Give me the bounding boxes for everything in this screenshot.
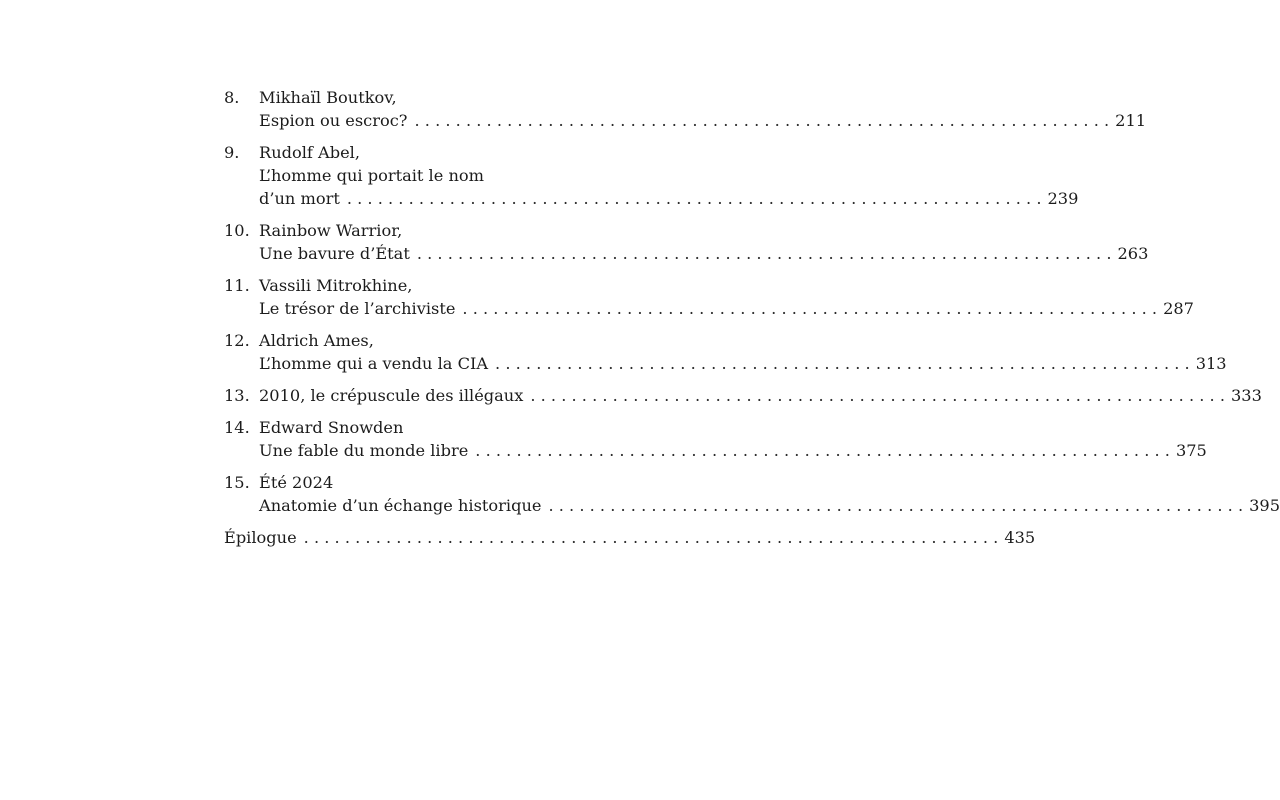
- chapter-number: 9.: [224, 143, 240, 162]
- toc-entry-last-line: [224, 526, 1036, 549]
- chapter-number: 13.: [224, 386, 250, 405]
- dot-leader: [462, 297, 1157, 320]
- toc-entry-title-line: [224, 471, 576, 494]
- dot-leader: [304, 526, 999, 549]
- toc-entry-title-line: [224, 416, 576, 439]
- page-number: 239: [1047, 189, 1079, 208]
- dot-leader: [414, 109, 1109, 132]
- toc-entry-last-line: [224, 352, 1227, 375]
- chapter-title: Mikhaïl Boutkov,: [259, 88, 397, 107]
- toc-entry-title-line: [224, 86, 576, 109]
- page-number: 375: [1175, 441, 1207, 460]
- chapter-number: 8.: [224, 88, 240, 107]
- dot-leader: [347, 187, 1042, 210]
- page-number: 395: [1249, 496, 1280, 515]
- chapter-number: 10.: [224, 221, 250, 240]
- toc-entry-last-line: [224, 384, 1262, 407]
- chapter-number: 12.: [224, 331, 250, 350]
- toc-entry-title-line: [224, 219, 576, 242]
- chapter-subtitle: L’homme qui portait le nom: [259, 166, 484, 185]
- toc-entry-14[interactable]: [224, 416, 1207, 462]
- dot-leader: [417, 242, 1112, 265]
- toc-entry-last-line: [224, 187, 1079, 210]
- toc-entry-last-line: [224, 494, 1280, 517]
- page-number: 211: [1115, 111, 1147, 130]
- chapter-title: Vassili Mitrokhine,: [259, 276, 413, 295]
- epilogue-title: Épilogue: [224, 528, 297, 547]
- chapter-title: Été 2024: [259, 473, 334, 492]
- dot-leader: [475, 439, 1170, 462]
- toc-entry-last-line: [224, 242, 1149, 265]
- toc-entry-title-line: [224, 329, 576, 352]
- table-of-contents: [224, 86, 1280, 558]
- chapter-subtitle: d’un mort: [259, 189, 340, 208]
- toc-entry-title-line: [224, 274, 576, 297]
- toc-entry-10[interactable]: [224, 219, 1149, 265]
- page-number: 287: [1163, 299, 1194, 318]
- toc-entry-11[interactable]: [224, 274, 1194, 320]
- chapter-subtitle: Le trésor de l’archiviste: [259, 299, 456, 318]
- chapter-title: Rudolf Abel,: [259, 143, 360, 162]
- toc-entry-13[interactable]: [224, 384, 1262, 407]
- toc-entry-epilogue[interactable]: [224, 526, 1036, 549]
- toc-entry-subtitle-line: [224, 164, 576, 187]
- chapter-title: Rainbow Warrior,: [259, 221, 403, 240]
- toc-entry-12[interactable]: [224, 329, 1227, 375]
- chapter-number: 15.: [224, 473, 250, 492]
- toc-entry-last-line: [224, 439, 1207, 462]
- toc-entry-8[interactable]: [224, 86, 1147, 132]
- chapter-title: Aldrich Ames,: [259, 331, 374, 350]
- dot-leader: [548, 494, 1243, 517]
- page-number: 313: [1195, 354, 1227, 373]
- toc-entry-title-line: [224, 141, 576, 164]
- chapter-subtitle: Espion ou escroc?: [259, 111, 408, 130]
- chapter-subtitle: Une bavure d’État: [259, 244, 410, 263]
- toc-entry-last-line: [224, 297, 1194, 320]
- dot-leader: [530, 384, 1225, 407]
- chapter-subtitle: L’homme qui a vendu la CIA: [259, 354, 489, 373]
- chapter-subtitle: Anatomie d’un échange historique: [259, 496, 542, 515]
- chapter-subtitle: Une fable du monde libre: [259, 441, 469, 460]
- toc-entry-last-line: [224, 109, 1147, 132]
- page-number: 263: [1117, 244, 1149, 263]
- chapter-title: Edward Snowden: [259, 418, 404, 437]
- toc-entry-15[interactable]: [224, 471, 1280, 517]
- page-number: 435: [1004, 528, 1036, 547]
- chapter-title: 2010, le crépuscule des illégaux: [259, 386, 524, 405]
- toc-entry-9[interactable]: [224, 141, 1079, 210]
- chapter-number: 11.: [224, 276, 250, 295]
- chapter-number: 14.: [224, 418, 250, 437]
- page-number: 333: [1231, 386, 1262, 405]
- dot-leader: [495, 352, 1190, 375]
